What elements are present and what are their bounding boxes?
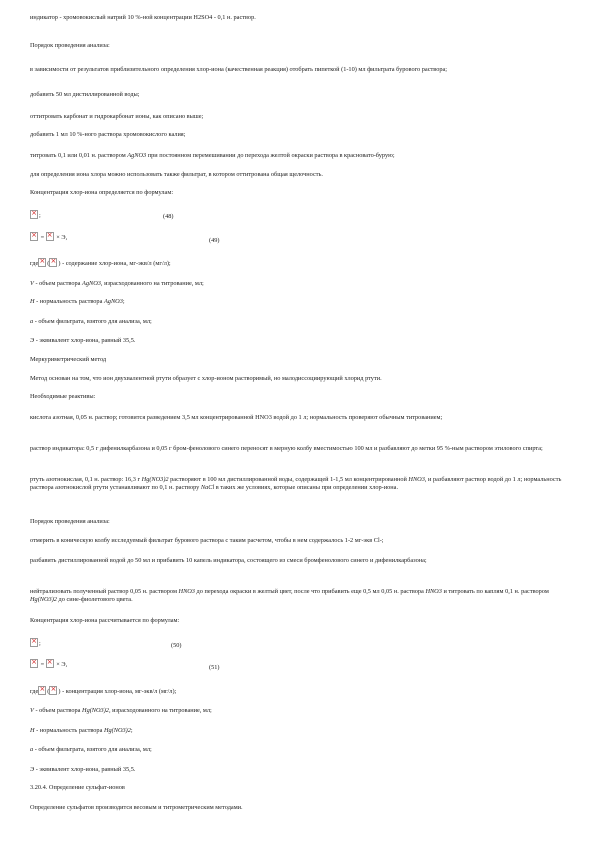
equation-tail: × Э, <box>56 234 68 241</box>
broken-image-icon <box>49 686 57 695</box>
equation-number-51: (51) <box>209 664 220 671</box>
formula-text: Hg(NO3)2 <box>30 595 57 603</box>
heading-reagents: Необходимые реактивы: <box>30 393 96 400</box>
broken-image-icon <box>49 258 57 267</box>
text-span: - объем раствора <box>35 707 81 714</box>
broken-image-icon <box>46 659 54 668</box>
formula-text: AgNO3 <box>127 152 147 159</box>
equation-49-row <box>30 232 570 242</box>
text-span: - эквивалент хлор-иона, равный 35,5. <box>35 337 136 344</box>
equation-tail: × Э, <box>56 661 68 668</box>
paragraph-step-sample: в зависимости от результатов приблизительного определения хлор-иона (качественная реакция) отобрать пипеткой (1-10) мл фильтрата бурового раствора; <box>30 66 448 73</box>
definition-volume-2 <box>30 707 570 715</box>
paragraph-measure-filtrate: отмерить в коническую колбу исследуемый фильтрат бурового раствора с таким расчетом, чтобы в нем содержалось 1-2 мг-экв Cl-; <box>30 537 384 544</box>
heading-procedure-2: Порядок проведения анализа: <box>30 518 110 525</box>
text-span: растворяют в 100 мл дистиллированной воды, содержащей 1-1,5 мл концентрированной <box>170 476 407 483</box>
formula-text: AgNO3 <box>82 280 101 287</box>
text-span: титровать 0,1 или 0,01 н. раствором <box>30 152 126 159</box>
paragraph-filtrate-note: для определения иона хлора можно использовать также фильтрат, в котором оттитрована общая щелочность. <box>30 171 323 178</box>
formula-text: Hg(NO3)2 <box>141 476 169 483</box>
text-span: - эквивалент хлор-иона, равный 35,5. <box>35 766 136 773</box>
broken-image-icon <box>30 210 38 219</box>
paragraph-neutralize <box>30 588 570 604</box>
text-span: - объем фильтрата, взятого для анализа, мл; <box>34 746 152 753</box>
broken-image-icon <box>30 638 38 647</box>
text-span: - объем фильтрата, взятого для анализа, мл; <box>34 318 152 325</box>
broken-image-icon <box>46 232 54 241</box>
broken-image-icon <box>38 258 46 267</box>
equation-48-row <box>30 210 570 220</box>
equals-sign: = <box>40 661 45 668</box>
text-span: - нормальность раствора <box>36 727 103 734</box>
paragraph-nitric-acid: кислота азотная, 0,05 н. раствор; готовится разведением 3,5 мл концентрированной HNO3 водой до 1 л; нормальность проверяют обычным титрованием; <box>30 414 443 421</box>
where-text: - содержание хлор-иона, мг-экв/л (мг/л); <box>62 260 171 267</box>
text-span: до перехода окраски в желтый цвет, после что прибавить еще 0,5 мл 0,05 н. раствора <box>196 588 424 595</box>
equation-number-50: (50) <box>171 642 182 649</box>
where-clause-1: где× (× ) - содержание хлор-иона, мг-экв/л (мг/л); <box>30 258 570 268</box>
where-clause-2: где× (× ) - концентрация хлор-иона, мг-экв/л (мг/л); <box>30 686 570 696</box>
equation-number-49: (49) <box>209 237 220 244</box>
text-span: , и разбавляют раствор водой до 1 л; нормальность раствора азотнокислой ртути устанавливают по 0,1 н. раствору <box>30 476 562 491</box>
formula-text: HNO3 <box>178 588 195 595</box>
paragraph-sulfate-methods: Определение сульфатов производится весовым и титрометрическим методами. <box>30 804 243 811</box>
paragraph-step-water: добавить 50 мл дистиллированной воды; <box>30 91 140 98</box>
text-span: - объем раствора <box>35 280 81 287</box>
definition-equivalent-2 <box>30 766 570 774</box>
equation-suffix: ; <box>39 212 41 219</box>
paragraph-step-carbonate: оттитровать карбонат и гидрокарбонат ионы, как описано выше; <box>30 113 204 120</box>
equation-50-row <box>30 638 570 648</box>
paragraph-step-titrate <box>30 152 570 160</box>
text-span: ; <box>130 727 133 734</box>
text-span: до сине-фиолетового цвета. <box>58 595 133 603</box>
symbol: а <box>30 318 34 325</box>
definition-filtrate-1 <box>30 318 570 326</box>
broken-image-icon <box>38 686 46 695</box>
definition-normality-1 <box>30 298 570 306</box>
symbol: Э <box>30 766 35 773</box>
definition-filtrate-2 <box>30 746 570 754</box>
paragraph-step-chromate: добавить 1 мл 10 %-ного раствора хромовокислого калия; <box>30 131 186 138</box>
paragraph-mercury-nitrate <box>30 476 570 492</box>
definition-volume-1 <box>30 280 570 288</box>
formula-text: Hg(NO3)2 <box>103 727 131 734</box>
equation-suffix: ; <box>39 640 41 647</box>
where-prefix: где <box>30 260 39 267</box>
paragraph-method-basis: Метод основан на том, что ион двухвалентной ртути образует с хлор-ионом растворимый, но малодиссоциирующий хлорид ртути. <box>30 375 382 382</box>
text-span: , израсходованного на титрование, мл; <box>108 707 212 714</box>
formula-text: AgNO3 <box>103 298 123 305</box>
heading-mercurimetric: Меркуриметрический метод <box>30 356 107 363</box>
symbol: а <box>30 746 34 753</box>
text-span: ртуть азотнокислая, 0,1 н. раствор: 16,3 г <box>30 476 141 483</box>
paragraph-dilute: разбавить дистиллированной водой до 50 мл и прибавить 10 капель индикатора, состоящего из смеси бромфенолового синего и дифенилкарбазона; <box>30 557 427 564</box>
equation-51-row <box>30 659 570 669</box>
definition-normality-2 <box>30 727 570 735</box>
text-span: нейтрализовать полученный раствор 0,05 н. раствором <box>30 588 177 595</box>
equals-sign: = <box>40 234 45 241</box>
paragraph-formulas-intro: Концентрация хлор-иона определяется по формулам: <box>30 189 174 196</box>
broken-image-icon <box>30 659 38 668</box>
symbol: V <box>30 707 34 714</box>
paragraph-indicator: индикатор - хромовокислый натрий 10 %-ной концентрации H2SO4 - 0,1 н. раствор. <box>30 14 256 21</box>
symbol: Н <box>30 298 35 305</box>
text-span: - нормальность раствора <box>36 298 103 305</box>
equation-number-48: (48) <box>163 213 174 220</box>
section-heading-sulfate: 3.20.4. Определение сульфат-ионов <box>30 784 125 791</box>
formula-text: HNO3 <box>408 476 425 483</box>
text-span: при постоянном перемешивании до перехода желтой окраски раствора в красновато-бурую; <box>147 152 395 159</box>
heading-procedure: Порядок проведения анализа: <box>30 42 110 49</box>
broken-image-icon <box>30 232 38 241</box>
text-span: и титровать по каплям 0,1 н. раствором <box>443 588 549 595</box>
text-span: , израсходованного на титрование, мл; <box>100 280 204 287</box>
paragraph-indicator-solution: раствор индикатора: 0,5 г дифенилкарбазона и 0,05 г бром-фенолового синего переносят в мерную колбу вместимостью 100 мл и разбавляют до метки 95 %-ным раствором этилового спирта; <box>30 445 543 452</box>
formula-text: HNO3 <box>425 588 442 595</box>
where-prefix: где <box>30 688 39 695</box>
symbol: Н <box>30 727 35 734</box>
symbol: Э <box>30 337 35 344</box>
paragraph-formulas-intro-2: Концентрация хлор-иона рассчитывается по формулам: <box>30 617 180 624</box>
where-text: - концентрация хлор-иона, мг-экв/л (мг/л); <box>62 688 177 695</box>
text-span: ; <box>122 298 125 305</box>
symbol: V <box>30 280 34 287</box>
text-span: в таких же условиях, которые описаны при определении хлор-иона. <box>215 483 399 491</box>
formula-text: Hg(NO3)2 <box>82 707 109 714</box>
definition-equivalent-1 <box>30 337 570 345</box>
formula-text: NaCl <box>200 483 215 491</box>
